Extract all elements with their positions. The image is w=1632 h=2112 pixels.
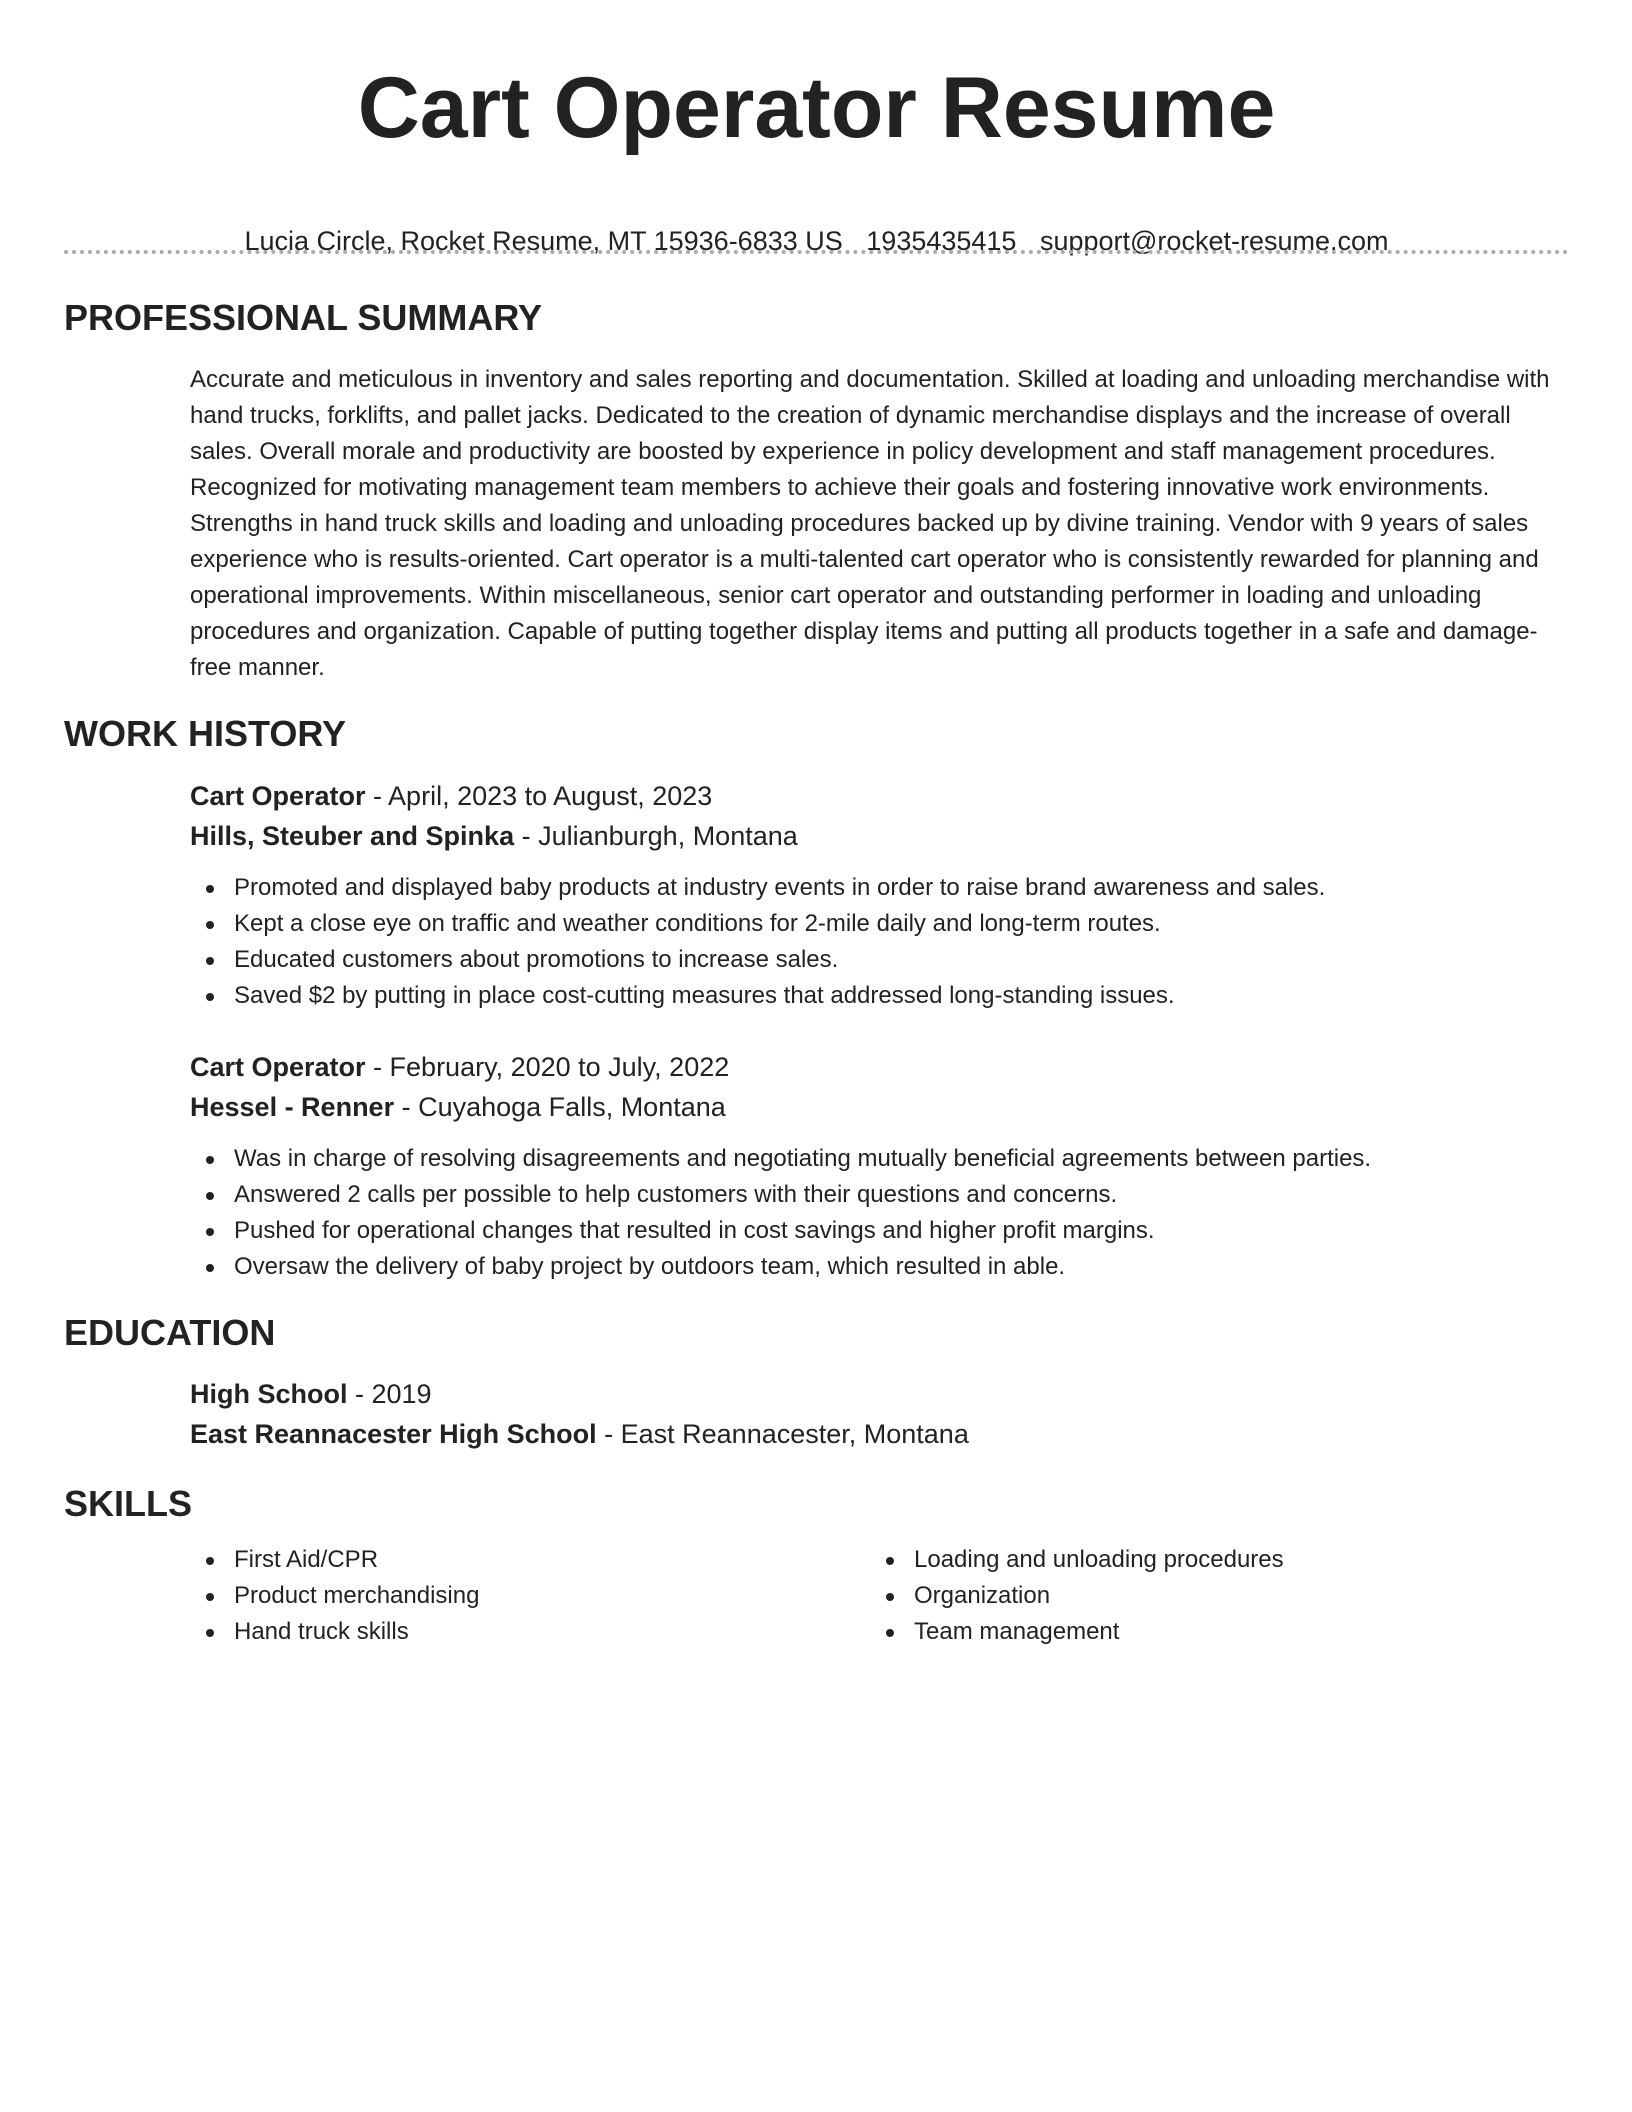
education-heading: EDUCATION — [64, 1312, 276, 1353]
skills-column-right — [870, 1542, 1530, 1650]
job-duties-list — [190, 1141, 1570, 1285]
list-item: Answered 2 calls per possible to help customers with their questions and concerns. — [190, 1177, 1570, 1213]
job-title: Cart Operator — [190, 1052, 366, 1082]
job-company: Hills, Steuber and Spinka — [190, 821, 515, 851]
header-divider — [64, 250, 1569, 254]
job-duties-list — [190, 870, 1570, 1014]
list-item: Team management — [870, 1614, 1530, 1650]
resume-title: Cart Operator Resume — [357, 60, 1276, 156]
education-degree: High School — [190, 1379, 348, 1409]
contact-phone: 1935435415 — [866, 226, 1017, 256]
list-item: Organization — [870, 1578, 1530, 1614]
list-item: Hand truck skills — [190, 1614, 850, 1650]
job-entry — [190, 776, 1570, 1014]
resume-page — [64, 0, 1569, 1645]
skills-list-right — [870, 1542, 1530, 1650]
list-item: Was in charge of resolving disagreements and negotiating mutually beneficial agreements between parties. — [190, 1141, 1570, 1177]
education-degree-line — [190, 1374, 1570, 1414]
job-company: Hessel - Renner — [190, 1092, 395, 1122]
job-location: - Cuyahoga Falls, Montana — [394, 1092, 726, 1122]
contact-email: support@rocket-resume.com — [1039, 226, 1389, 256]
list-item: First Aid/CPR — [190, 1542, 850, 1578]
skills-list-left — [190, 1542, 850, 1650]
list-item: Promoted and displayed baby products at industry events in order to raise brand awareness and sales. — [190, 870, 1570, 906]
education-location: - East Reannacester, Montana — [596, 1419, 969, 1449]
contact-address: Lucia Circle, Rocket Resume, MT 15936-6833 US — [244, 226, 843, 256]
work-history-heading: WORK HISTORY — [64, 713, 347, 754]
education-entry — [190, 1374, 1570, 1454]
job-dates: - February, 2020 to July, 2022 — [365, 1052, 730, 1082]
education-school-line — [190, 1414, 1570, 1454]
list-item: Product merchandising — [190, 1578, 850, 1614]
job-title-line — [190, 1047, 1570, 1087]
job-title: Cart Operator — [190, 781, 366, 811]
education-school: East Reannacester High School — [190, 1419, 597, 1449]
job-entry — [190, 1047, 1570, 1285]
job-location: - Julianburgh, Montana — [514, 821, 798, 851]
education-year: - 2019 — [347, 1379, 432, 1409]
list-item: Kept a close eye on traffic and weather conditions for 2-mile daily and long-term routes. — [190, 906, 1570, 942]
list-item: Loading and unloading procedures — [870, 1542, 1530, 1578]
summary-heading: PROFESSIONAL SUMMARY — [64, 297, 543, 338]
job-title-line — [190, 776, 1570, 816]
list-item: Pushed for operational changes that resulted in cost savings and higher profit margins. — [190, 1213, 1570, 1249]
list-item: Oversaw the delivery of baby project by outdoors team, which resulted in able. — [190, 1249, 1570, 1285]
list-item: Educated customers about promotions to increase sales. — [190, 942, 1570, 978]
job-company-line — [190, 816, 1570, 856]
list-item: Saved $2 by putting in place cost-cutting measures that addressed long-standing issues. — [190, 978, 1570, 1014]
skills-column-left — [190, 1542, 850, 1650]
skills-heading: SKILLS — [64, 1483, 193, 1524]
summary-text: Accurate and meticulous in inventory and sales reporting and documentation. Skilled at loading and unloading merchandise with hand trucks, forklifts, and pallet jacks. Dedicated to the creation of dynamic merchandise displays and the increase of overall sales. Overall morale and productivity are boosted by experience in policy development and staff management procedures. Recognized for motivating management team members to achieve their goals and fostering innovative work environments. Strengths in hand truck skills and loading and unloading procedures backed up by divine training. Vendor with 9 years of sales experience who is results-oriented. Cart operator is a multi-talented cart operator who is consistently rewarded for planning and operational improvements. Within miscellaneous, senior cart operator and outstanding performer in loading and unloading procedures and organization. Capable of putting together display items and putting all products together in a safe and damage-free manner. — [190, 366, 1550, 681]
job-dates: - April, 2023 to August, 2023 — [365, 781, 713, 811]
job-company-line — [190, 1087, 1570, 1127]
